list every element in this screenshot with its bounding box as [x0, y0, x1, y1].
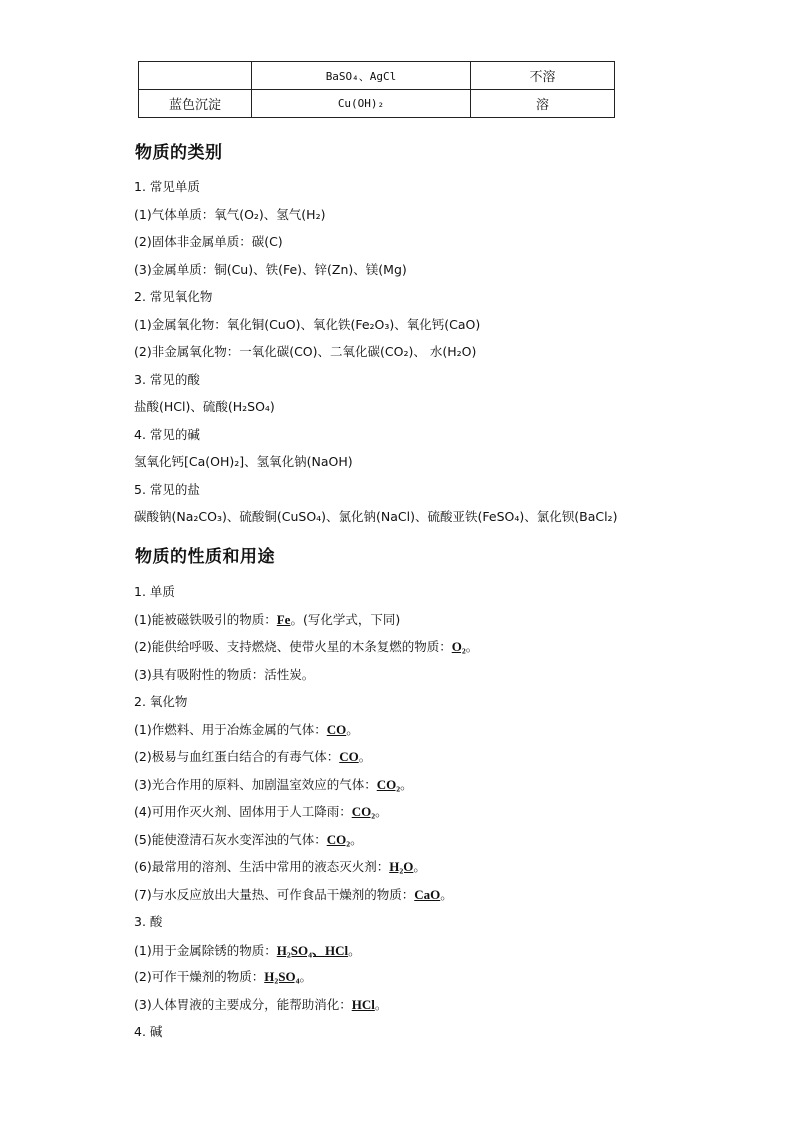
- line-text: 2. 氧化物: [134, 694, 188, 709]
- line-suffix: 。: [375, 804, 388, 819]
- category-line: 盐酸(HCl)、硫酸(H₂SO₄): [134, 399, 275, 414]
- property-line: [134, 720, 359, 738]
- line-suffix: 。: [440, 887, 453, 902]
- property-line: [134, 637, 478, 655]
- category-line: (2)非金属氧化物：一氧化碳(CO)、二氧化碳(CO₂)、 水(H₂O): [134, 344, 477, 359]
- property-line: [134, 857, 426, 875]
- answer-formula: CO₂: [376, 777, 401, 792]
- line-text: (4)可用作灭火剂、固体用于人工降雨：: [134, 804, 352, 819]
- category-line: (1)金属氧化物：氧化铜(CuO)、氧化铁(Fe₂O₃)、氧化钙(CaO): [134, 317, 481, 332]
- table-cell: 不溶: [471, 62, 615, 90]
- table-row: [139, 62, 615, 90]
- answer-formula: H₂SO₄: [264, 969, 300, 984]
- category-line: (1)气体单质：氧气(O₂)、氢气(H₂): [134, 207, 326, 222]
- line-suffix: 。: [358, 749, 372, 764]
- property-line: [134, 665, 314, 683]
- answer-formula: Fe: [276, 612, 291, 627]
- table-row: [139, 90, 615, 118]
- answer-formula: O₂: [451, 639, 466, 654]
- category-line: 5. 常见的盐: [134, 482, 200, 497]
- property-line: [134, 995, 387, 1013]
- answer-formula: CO₂: [326, 832, 351, 847]
- section-title-categories: 物质的类别: [135, 143, 223, 163]
- line-text: (1)作燃料、用于冶炼金属的气体：: [134, 722, 327, 737]
- answer-formula: CaO: [414, 887, 441, 902]
- property-line: [134, 1022, 162, 1040]
- solubility-table: [138, 61, 615, 118]
- line-suffix: 。: [400, 777, 413, 792]
- section-title-properties: 物质的性质和用途: [135, 547, 275, 567]
- line-suffix: 。: [465, 639, 479, 654]
- property-line: [134, 610, 400, 628]
- category-line: 氢氧化钙[Ca(OH)₂]、氢氧化钠(NaOH): [134, 454, 353, 469]
- answer-formula: CO: [339, 749, 359, 764]
- category-line: 4. 常见的碱: [134, 427, 200, 442]
- category-line: 1. 常见单质: [134, 179, 200, 194]
- line-text: (3)人体胃液的主要成分，能帮助消化：: [134, 997, 352, 1012]
- line-text: 1. 单质: [134, 584, 175, 599]
- property-line: [134, 775, 413, 793]
- category-line: 3. 常见的酸: [134, 372, 200, 387]
- property-line: [134, 830, 363, 848]
- property-line: [134, 940, 361, 959]
- property-line: [134, 912, 162, 930]
- line-text: 3. 酸: [134, 914, 163, 929]
- property-line: [134, 692, 187, 710]
- line-text: (3)具有吸附性的物质：活性炭。: [134, 667, 315, 682]
- line-suffix: 。: [299, 969, 312, 984]
- line-text: 4. 碱: [134, 1024, 163, 1039]
- category-line: 碳酸钠(Na₂CO₃)、硫酸铜(CuSO₄)、氯化钠(NaCl)、硫酸亚铁(FeSO₄)、氯化钡(BaCl₂): [134, 509, 618, 524]
- table-cell: Cu(OH)₂: [252, 90, 471, 118]
- line-suffix: 。(写化学式，下同): [290, 612, 401, 627]
- table-cell: 溶: [471, 90, 615, 118]
- line-text: (7)与水反应放出大量热、可作食品干燥剂的物质：: [134, 887, 415, 902]
- property-line: [134, 885, 453, 903]
- line-suffix: 。: [413, 859, 426, 874]
- answer-formula: CO₂: [351, 804, 376, 819]
- answer-formula: H₂O: [389, 859, 414, 874]
- table-cell: 蓝色沉淀: [139, 90, 252, 118]
- line-text: (2)能供给呼吸、支持燃烧、使带火星的木条复燃的物质：: [134, 639, 452, 654]
- property-line: [134, 967, 312, 985]
- property-line: [134, 747, 371, 765]
- answer-formula: HCl: [351, 997, 375, 1012]
- category-line: (2)固体非金属单质：碳(C): [134, 234, 283, 249]
- line-text: (6)最常用的溶剂、生活中常用的液态灭火剂：: [134, 859, 390, 874]
- line-text: (2)可作干燥剂的物质：: [134, 969, 265, 984]
- property-line: [134, 582, 175, 600]
- line-suffix: 。: [350, 832, 363, 847]
- line-text: (5)能使澄清石灰水变浑浊的气体：: [134, 832, 327, 847]
- table-cell: BaSO₄、AgCl: [252, 62, 471, 90]
- category-line: 2. 常见氧化物: [134, 289, 213, 304]
- line-suffix: 。: [346, 722, 359, 737]
- line-text: (3)光合作用的原料、加剧温室效应的气体：: [134, 777, 377, 792]
- line-text: (1)用于金属除锈的物质：: [134, 943, 277, 958]
- answer-formula: H₂SO₄、HCl: [276, 943, 349, 958]
- answer-formula: CO: [326, 722, 347, 737]
- line-text: (2)极易与血红蛋白结合的有毒气体：: [134, 749, 340, 764]
- property-line: [134, 802, 388, 820]
- category-line: (3)金属单质：铜(Cu)、铁(Fe)、锌(Zn)、镁(Mg): [134, 262, 407, 277]
- line-text: (1)能被磁铁吸引的物质：: [134, 612, 277, 627]
- line-suffix: 。: [348, 943, 361, 958]
- table-cell: [139, 62, 252, 90]
- line-suffix: 。: [374, 997, 388, 1012]
